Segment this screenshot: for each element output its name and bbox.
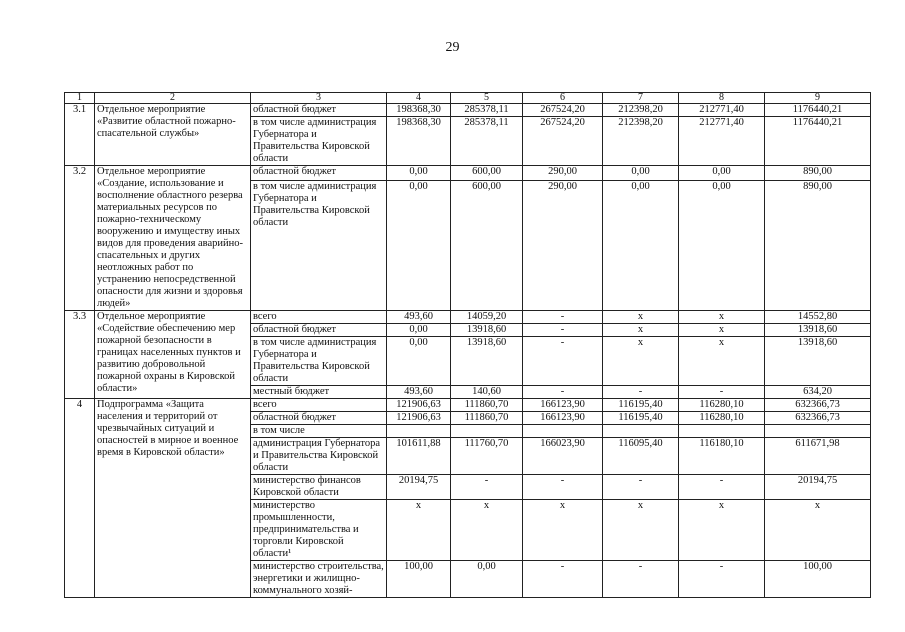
value-cell: 632366,73 (765, 412, 871, 425)
funding-source: местный бюджет (251, 386, 387, 399)
value-cell: 166023,90 (523, 438, 603, 475)
value-cell: 212398,20 (603, 117, 679, 166)
value-cell: 212771,40 (679, 104, 765, 117)
value-cell: - (523, 311, 603, 324)
value-cell: 0,00 (679, 180, 765, 310)
header-cell: 6 (523, 93, 603, 104)
funding-source: областной бюджет (251, 412, 387, 425)
value-cell: 116095,40 (603, 438, 679, 475)
value-cell: 13918,60 (451, 324, 523, 337)
header-cell: 4 (387, 93, 451, 104)
row-number: 3.1 (65, 104, 95, 166)
funding-source: в том числе администрация Губернатора и Правительства Кировской области (251, 180, 387, 310)
page-number: 29 (445, 40, 460, 55)
value-cell: 285378,11 (451, 104, 523, 117)
value-cell: 14552,80 (765, 311, 871, 324)
value-cell: 121906,63 (387, 412, 451, 425)
funding-source: в том числе (251, 425, 387, 438)
value-cell (603, 425, 679, 438)
header-cell: 5 (451, 93, 523, 104)
value-cell: 116195,40 (603, 412, 679, 425)
value-cell: - (603, 475, 679, 500)
value-cell (523, 425, 603, 438)
value-cell: - (679, 386, 765, 399)
event-name: Подпрограмма «Защита населения и территорий от чрезвычайных ситуаций и опасностей в мирное и военное время в Кировской области» (95, 399, 251, 598)
value-cell: 600,00 (451, 166, 523, 181)
value-cell: 890,00 (765, 180, 871, 310)
value-cell: 116180,10 (679, 438, 765, 475)
header-cell: 3 (251, 93, 387, 104)
value-cell: x (603, 337, 679, 386)
table-row (65, 104, 871, 117)
funding-source: областной бюджет (251, 166, 387, 181)
budget-table (64, 92, 871, 598)
value-cell: 198368,30 (387, 104, 451, 117)
value-cell (387, 425, 451, 438)
value-cell: 166123,90 (523, 399, 603, 412)
value-cell: 611671,98 (765, 438, 871, 475)
value-cell: 116195,40 (603, 399, 679, 412)
header-cell: 9 (765, 93, 871, 104)
value-cell: 111860,70 (451, 412, 523, 425)
value-cell: 166123,90 (523, 412, 603, 425)
funding-source: министерство строительства, энергетики и жилищно-коммунального хозяй- (251, 561, 387, 598)
value-cell: 20194,75 (387, 475, 451, 500)
value-cell: 101611,88 (387, 438, 451, 475)
value-cell: 116280,10 (679, 399, 765, 412)
value-cell: - (603, 386, 679, 399)
table-row (65, 399, 871, 412)
value-cell: 14059,20 (451, 311, 523, 324)
value-cell: x (765, 500, 871, 561)
row-number: 4 (65, 399, 95, 598)
value-cell: 0,00 (387, 166, 451, 181)
funding-source: в том числе администрация Губернатора и Правительства Кировской области (251, 337, 387, 386)
event-name: Отдельное мероприятие «Создание, использование и восполнение областного резерва материальных ресурсов по пожарно-техническому вооружению и имуществу иных видов для проведения аварийно-спасательных и других неотложных работ по устранению непосредственной опасности для жизни и здоровья людей» (95, 166, 251, 311)
funding-source: в том числе администрация Губернатора и Правительства Кировской области (251, 117, 387, 166)
value-cell: - (451, 475, 523, 500)
funding-source: всего (251, 311, 387, 324)
value-cell: x (679, 337, 765, 386)
row-number: 3.3 (65, 311, 95, 399)
value-cell (679, 425, 765, 438)
value-cell: 493,60 (387, 311, 451, 324)
value-cell (451, 425, 523, 438)
value-cell: 267524,20 (523, 104, 603, 117)
value-cell: 100,00 (765, 561, 871, 598)
value-cell: 267524,20 (523, 117, 603, 166)
value-cell: x (523, 500, 603, 561)
event-name: Отдельное мероприятие «Развитие областной пожарно-спасательной службы» (95, 104, 251, 166)
header-cell: 7 (603, 93, 679, 104)
funding-source: всего (251, 399, 387, 412)
funding-source: областной бюджет (251, 324, 387, 337)
header-cell: 1 (65, 93, 95, 104)
value-cell: 0,00 (387, 324, 451, 337)
value-cell: x (679, 324, 765, 337)
value-cell: 1176440,21 (765, 104, 871, 117)
value-cell (765, 425, 871, 438)
value-cell: 116280,10 (679, 412, 765, 425)
value-cell: 0,00 (603, 180, 679, 310)
value-cell: 0,00 (603, 166, 679, 181)
funding-source: министерство финансов Кировской области (251, 475, 387, 500)
value-cell: x (603, 324, 679, 337)
table-row (65, 166, 871, 181)
value-cell: 20194,75 (765, 475, 871, 500)
funding-source: министерство промышленности, предпринимательства и торговли Кировской области¹ (251, 500, 387, 561)
value-cell: 0,00 (387, 180, 451, 310)
value-cell: x (679, 311, 765, 324)
value-cell: 290,00 (523, 180, 603, 310)
funding-source: областной бюджет (251, 104, 387, 117)
value-cell: 285378,11 (451, 117, 523, 166)
header-row (65, 93, 871, 104)
value-cell: - (523, 337, 603, 386)
value-cell: 13918,60 (765, 324, 871, 337)
value-cell: 0,00 (387, 337, 451, 386)
value-cell: 100,00 (387, 561, 451, 598)
value-cell: x (603, 311, 679, 324)
row-number: 3.2 (65, 166, 95, 311)
funding-source: администрация Губернатора и Правительства Кировской области (251, 438, 387, 475)
value-cell: 0,00 (451, 561, 523, 598)
value-cell: 600,00 (451, 180, 523, 310)
header-cell: 2 (95, 93, 251, 104)
value-cell: - (679, 475, 765, 500)
value-cell: 0,00 (679, 166, 765, 181)
header-cell: 8 (679, 93, 765, 104)
value-cell: - (603, 561, 679, 598)
value-cell: 1176440,21 (765, 117, 871, 166)
value-cell: 634,20 (765, 386, 871, 399)
value-cell: 890,00 (765, 166, 871, 181)
value-cell: x (679, 500, 765, 561)
value-cell: - (523, 386, 603, 399)
value-cell: x (603, 500, 679, 561)
value-cell: 111760,70 (451, 438, 523, 475)
value-cell: x (387, 500, 451, 561)
table-row (65, 311, 871, 324)
value-cell: x (451, 500, 523, 561)
value-cell: 632366,73 (765, 399, 871, 412)
value-cell: 290,00 (523, 166, 603, 181)
value-cell: - (523, 475, 603, 500)
value-cell: 212398,20 (603, 104, 679, 117)
event-name: Отдельное мероприятие «Содействие обеспечению мер пожарной безопасности в границах населенных пунктов и развитию добровольной пожарной охраны в Кировской области» (95, 311, 251, 399)
value-cell: 493,60 (387, 386, 451, 399)
value-cell: - (523, 324, 603, 337)
value-cell: 13918,60 (451, 337, 523, 386)
value-cell: 212771,40 (679, 117, 765, 166)
value-cell: 121906,63 (387, 399, 451, 412)
value-cell: 198368,30 (387, 117, 451, 166)
value-cell: 13918,60 (765, 337, 871, 386)
value-cell: 111860,70 (451, 399, 523, 412)
value-cell: 140,60 (451, 386, 523, 399)
value-cell: - (679, 561, 765, 598)
value-cell: - (523, 561, 603, 598)
